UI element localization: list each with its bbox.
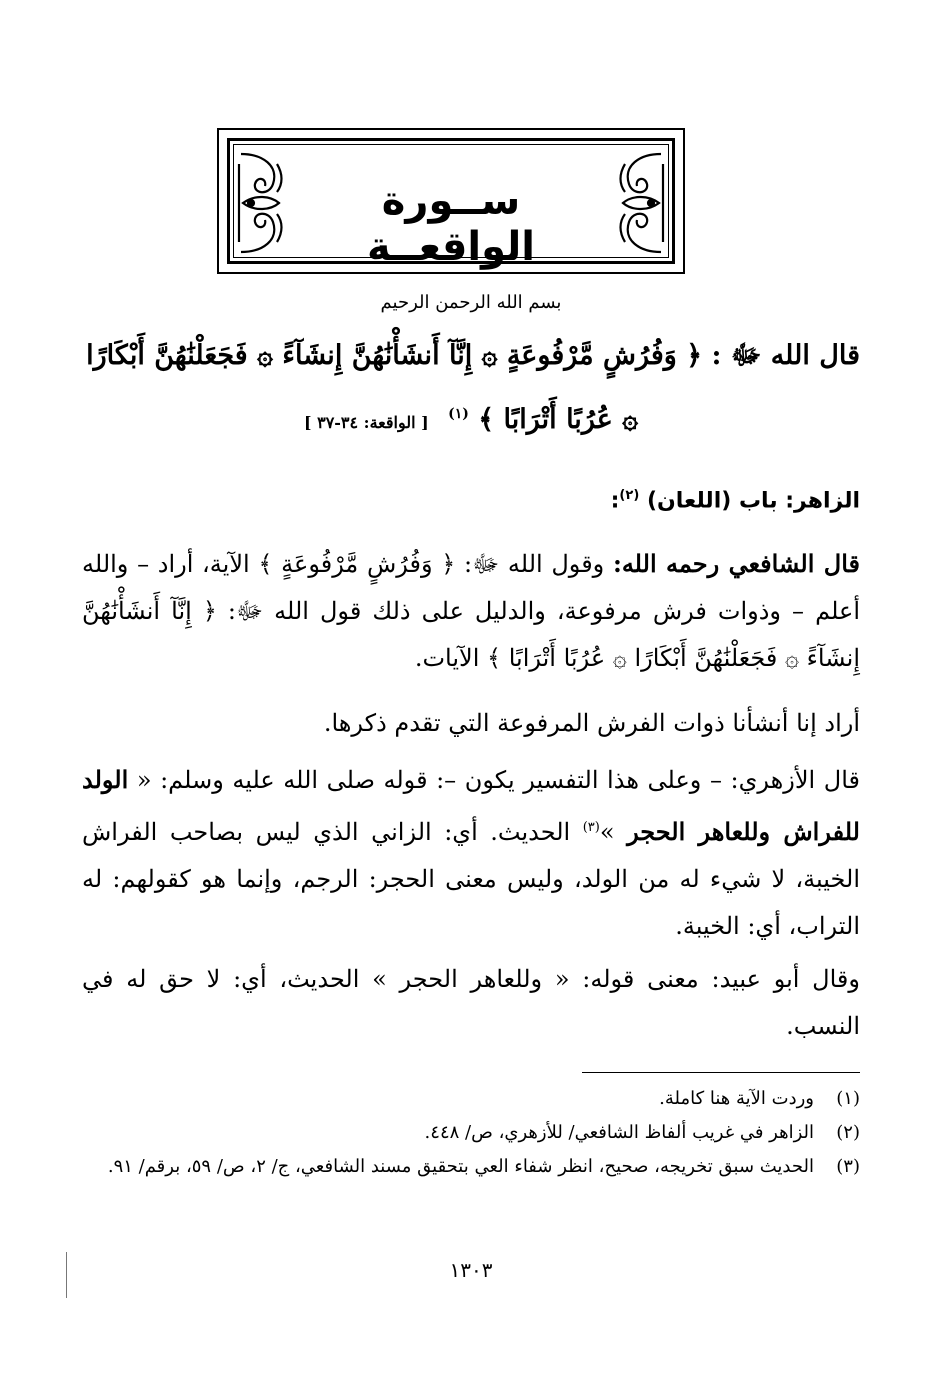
paragraph-text: الحديث. أي: الزاني الذي ليس بصاحب الفراش الخيبة، لا شيء له من الولد، وليس معنى الحجر: الرجم، وإنما هو كقولهم: له التراب، أي: الخيبة. [82,818,861,940]
footnote-number: (١) [836,1088,860,1109]
footnote-text: وردت الآية هنا كاملة. [659,1088,814,1109]
sura-title: ســورة الواقعــة [367,178,535,270]
sura-title-frame [217,128,685,274]
footnote [82,1082,860,1116]
footnote-number: (٢) [836,1122,860,1143]
paragraph-text: » [599,818,628,846]
footnote [82,1150,860,1184]
floral-ornament-icon [233,144,289,262]
verse-reference: [ الواقعة: ٣٤-٣٧ ] [303,413,429,432]
verse-text: ۞ عُرُبًا أَتْرَابًا ﴾ [478,404,639,435]
floral-ornament-icon [613,144,669,262]
paragraph-lead: قال الشافعي رحمه الله: [612,549,860,578]
footnote-marker: (١) [448,406,469,422]
paragraph-1 [82,540,860,682]
heading-colon: : [610,488,620,514]
footnote [82,1116,860,1150]
footnote-number: (٣) [836,1156,860,1177]
footnotes [82,1082,860,1184]
scan-margin-mark [66,1252,67,1298]
verse-line-1: قال الله ﷻ : ﴿ وَفُرُشٍ مَّرْفُوعَةٍ ۞ إِنَّآ أَنشَأْنَٰهُنَّ إِنشَآءً ۞ فَجَعَلْنَٰهُنَّ أَبْكَارًا [86,340,860,371]
page-number: ١٣٠٣ [449,1258,493,1282]
footnote-marker: (٢) [619,488,640,503]
basmala: بسم الله الرحمن الرحيم [380,292,562,313]
paragraph-4: وقال أبو عبيد: معنى قوله: « وللعاهر الحجر » الحديث، أي: لا حق له في النسب. [82,965,860,1040]
paragraph-2: أراد إنا أنشأنا ذوات الفرش المرفوعة التي تقدم ذكرها. [323,709,860,737]
footnote-text: الزاهر في غريب ألفاظ الشافعي/ للأزهري، ص/ ٤٤٨. [424,1122,814,1143]
section-heading [611,488,860,513]
hadith-quote: الولد للفراش وللعاهر الحجر [82,765,860,846]
footnote-text: الحديث سبق تخريجه، صحيح، انظر شفاء العي بتحقيق مسند الشافعي، ج/ ٢، ص/ ٥٩، برقم/ ٩١. [107,1156,814,1177]
heading-text: الزاهر: باب (اللعان) [646,488,860,514]
verse-line-2 [82,404,860,435]
paragraph-text: وقول الله ﷻ: ﴿ وَفُرُشٍ مَّرْفُوعَةٍ ﴾ الآية، أراد – والله أعلم – وذوات فرش مرفوعة، والدليل على ذلك قول الله ﷻ: ﴿ إِنَّآ أَنشَأْنَٰهُنَّ إِنشَآءً ۞ فَجَعَلْنَٰهُنَّ أَبْكَارًا ۞ عُرُبًا أَتْرَابًا ﴾ الآيات. [82,550,860,672]
footnote-marker: (٣) [582,820,600,835]
paragraph-3 [82,756,860,950]
footnote-divider [582,1072,860,1073]
paragraph-text: قال الأزهري: – وعلى هذا التفسير يكون –: قوله صلى الله عليه وسلم: « [128,766,860,794]
